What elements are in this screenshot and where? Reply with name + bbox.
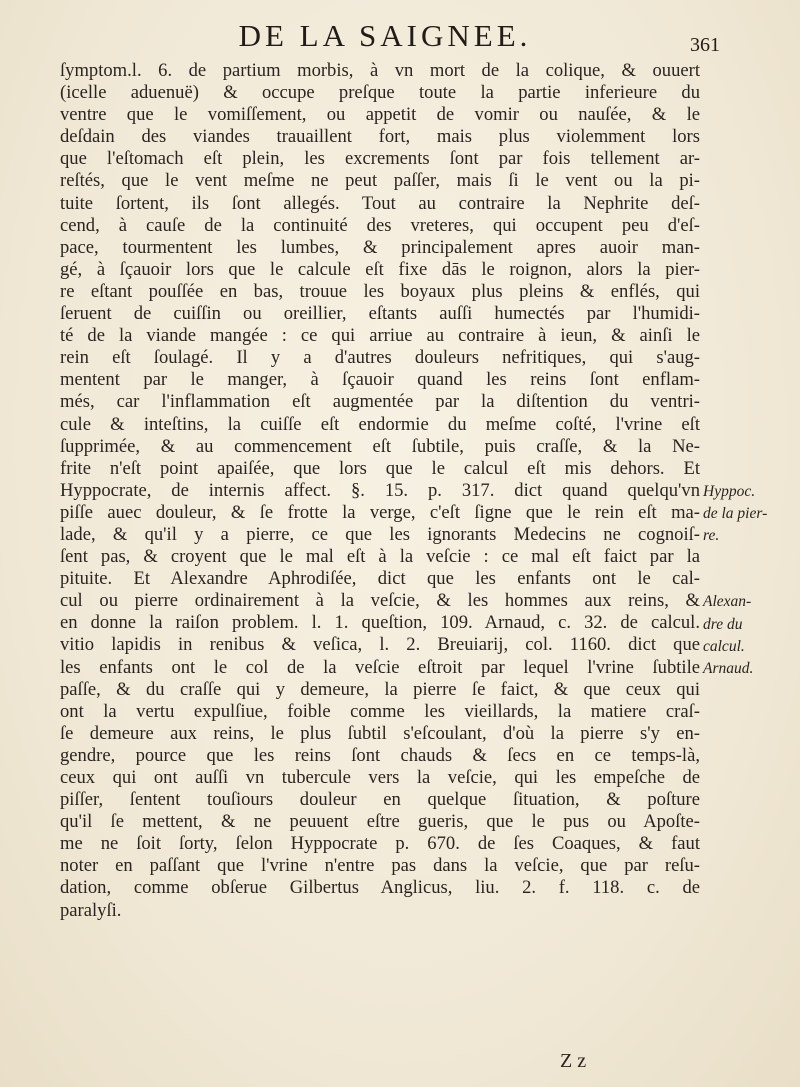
text-line: vitio lapidis in renibus & veſica, l. 2. Breuiarij, col. 1160. dict que — [60, 634, 700, 656]
text-line: re eſtant pouſſée en bas, trouue les boyaux plus pleins & enflés, qui — [60, 280, 700, 302]
margin-note: de la pier- — [703, 505, 768, 522]
text-line: cend, à cauſe de la continuité des vreteres, qui occupent peu d'eſ- — [60, 214, 700, 236]
margin-note: Alexan- — [703, 593, 752, 611]
text-line: paſſe, & du craſſe qui y demeure, la pierre ſe faict, & que ceux qui — [60, 678, 700, 700]
margin-note: re. — [703, 527, 720, 545]
text-line: paralyſi. — [60, 899, 122, 921]
text-line: gendre, pource que les reins ſont chauds & ſecs en ce temps-là, — [60, 744, 700, 766]
text-line: les enfants ont le col de la veſcie eſtroit par lequel l'vrine ſubtile — [60, 656, 700, 678]
page-number: 361 — [690, 34, 720, 56]
text-line: cule & inteſtins, la cuiſſe eſt endormie du meſme coſté, l'vrine eſt — [60, 413, 700, 435]
text-line: pace, tourmentent les lumbes, & principalement apres auoir man- — [60, 236, 700, 258]
text-line: piſſe auec douleur, & ſe frotte la verge, c'eſt ſigne que le rein eſt ma- — [60, 501, 700, 523]
text-line: mentent par le manger, à ſçauoir quand les reins ſont enflam- — [60, 369, 700, 391]
text-line: ſymptom.l. 6. de partium morbis, à vn mort de la colique, & ouuert — [60, 60, 700, 81]
text-line: ſupprimée, & au commencement eſt ſubtile, puis craſſe, & la Ne- — [60, 435, 700, 457]
text-line: deſdain des viandes trauaillent fort, mais plus violemment lors — [60, 126, 700, 148]
text-line: qu'il ſe mettent, & ne peuuent eſtre gueris, que le pus ou Apoſte- — [60, 811, 700, 833]
text-line: piſſer, ſentent touſiours douleur en quelque ſituation, & poſture — [60, 789, 700, 811]
margin-note: calcul. — [703, 637, 745, 655]
text-line: dation, comme obſerue Gilbertus Anglicus, liu. 2. f. 118. c. de — [60, 877, 700, 899]
margin-note: Arnaud. — [703, 659, 754, 677]
text-line: ceux qui ont auſſi vn tubercule vers la veſcie, qui les empeſche de — [60, 767, 700, 788]
text-line: ont la vertu expulſiue, foible comme les vieillards, la matiere craſ- — [60, 700, 700, 722]
text-line: gé, à ſçauoir lors que le calcule eſt fixe dās le roignon, alors la pier- — [60, 258, 700, 280]
text-line: frite n'eſt point apaiſée, que lors que le calcul eſt mis dehors. Et — [60, 457, 700, 479]
text-line: me ne ſoit ſorty, ſelon Hyppocrate p. 670. de ſes Coaques, & faut — [60, 833, 700, 855]
text-line: té de la viande mangée : ce qui arriue au contraire à ieun, & ainſi le — [60, 325, 700, 347]
text-line: més, car l'inflammation eſt augmentée par la diſtention du ventri- — [60, 391, 700, 413]
text-line: reſtés, que le vent meſme ne peut paſſer, mais ſi le vent ou la pi- — [60, 170, 700, 192]
text-line: ſe demeure aux reins, le plus ſubtil s'eſcoulant, d'où la pierre s'y en- — [60, 722, 700, 744]
margin-note: dre du — [703, 615, 743, 633]
text-line: (icelle aduenuë) & occupe preſque toute la partie inferieure du — [60, 82, 700, 104]
text-line: que l'eſtomach eſt plein, les excrements ſont par fois tellement ar- — [60, 148, 700, 170]
text-line: pituite. Et Alexandre Aphrodiſée, dict que les enfants ont le cal- — [60, 568, 700, 590]
text-line: rein eſt ſoulagé. Il y a d'autres douleurs nefritiques, qui s'aug- — [60, 347, 700, 369]
text-line: lade, & qu'il y a pierre, ce que les ignorants Medecins ne cognoiſ- — [60, 523, 700, 545]
body-text — [60, 60, 700, 922]
running-head: DE LA SAIGNEE. — [238, 18, 532, 53]
text-line: ventre que le vomiſſement, ou appetit de vomir ou nauſée, & le — [60, 104, 700, 126]
signature-mark: Z z — [560, 1050, 587, 1072]
text-line: ſeruent de cuiſſin ou oreillier, eſtants auſſi humectés par l'humidi- — [60, 303, 700, 325]
margin-note: Hyppoc. — [703, 482, 756, 500]
text-line: tuite ſortent, ils ſont allegés. Tout au contraire la Nephrite deſ- — [60, 192, 700, 214]
text-line: cul ou pierre ordinairement à la veſcie, & les hommes aux reins, & — [60, 590, 700, 612]
text-line: Hyppocrate, de internis affect. §. 15. p. 317. dict quand quelqu'vn — [60, 479, 700, 501]
text-line: noter en paſſant que l'vrine n'entre pas dans la veſcie, que par reſu- — [60, 855, 700, 877]
text-line: ſent pas, & croyent que le mal eſt à la veſcie : ce mal eſt faict par la — [60, 546, 700, 568]
text-line: en donne la raiſon problem. l. 1. queſtion, 109. Arnaud, c. 32. de calcul. — [60, 612, 700, 634]
